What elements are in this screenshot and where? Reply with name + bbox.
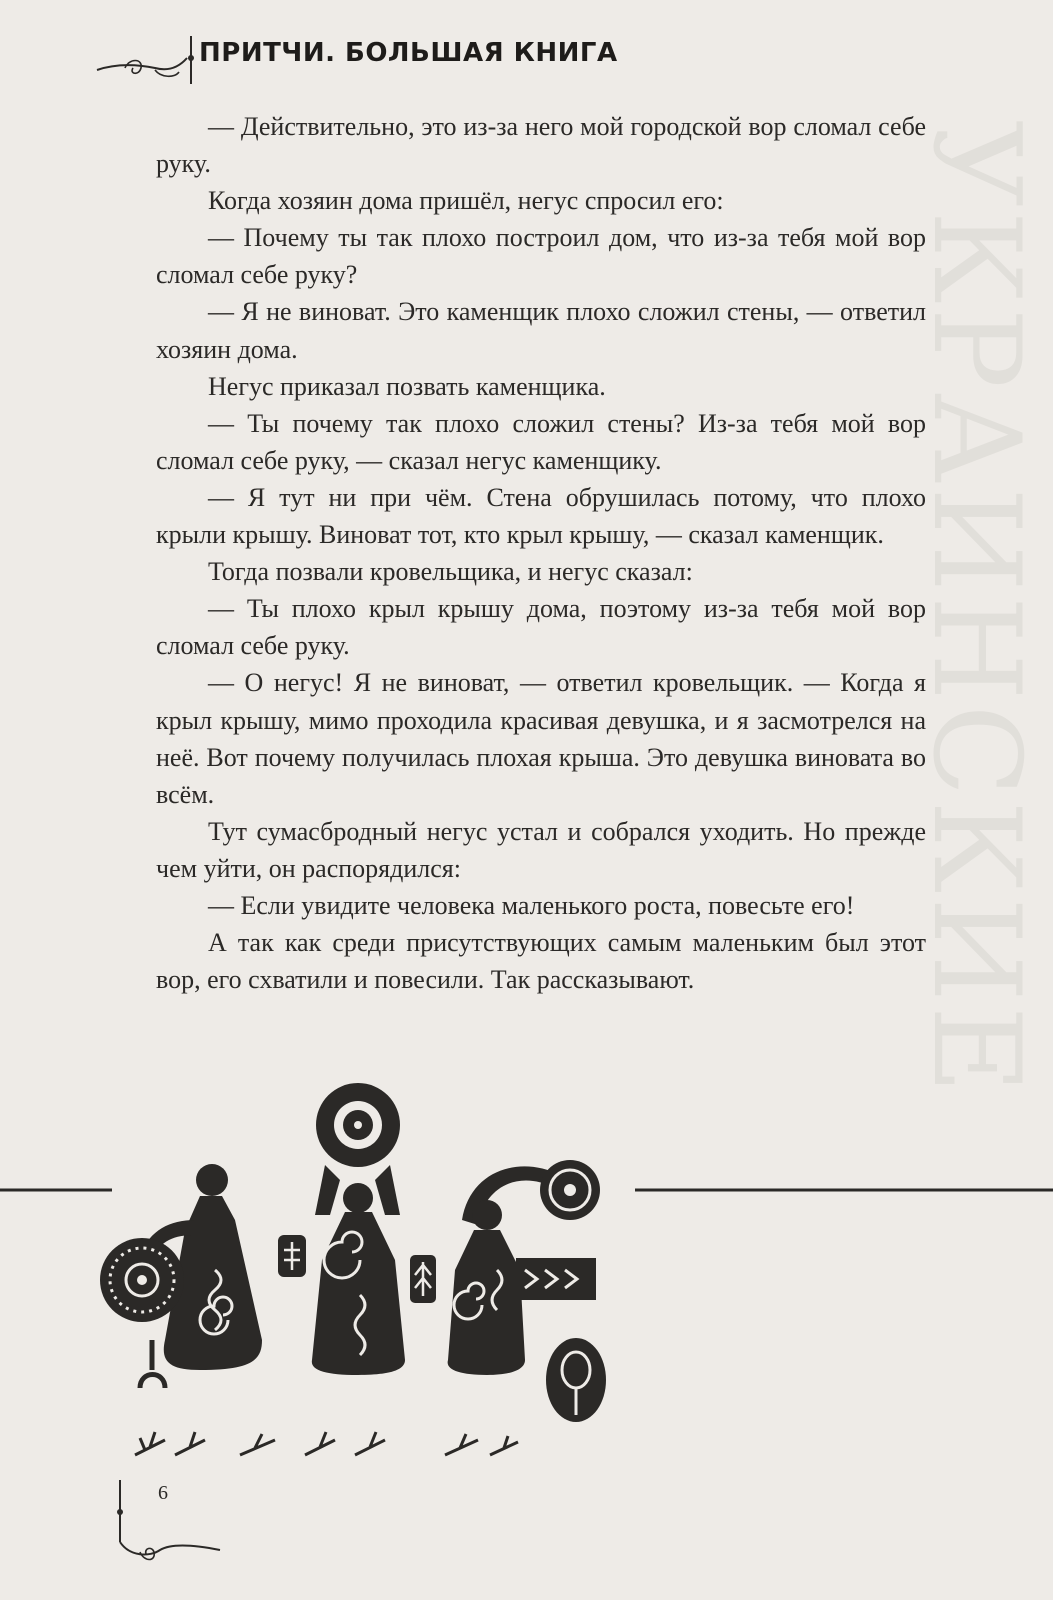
paragraph: Когда хозяин дома пришёл, негус спросил его: xyxy=(208,186,724,216)
paragraph: — Действительно, это из-за него мой городской вор сломал себе руку. xyxy=(156,112,926,179)
page-footer xyxy=(110,1472,230,1592)
body-text xyxy=(156,108,926,998)
paragraph: — Ты плохо крыл крышу дома, поэтому из-за тебя мой вор сломал себе руку. xyxy=(156,594,926,661)
paragraph: — Если увидите человека маленького роста, повесьте его! xyxy=(208,890,855,920)
paragraph: Тут сумасбродный негус устал и собрался уходить. Но прежде чем уйти, он распорядился: xyxy=(156,816,926,883)
paragraph: Негус приказал позвать каменщика. xyxy=(208,371,606,401)
symbol-waves xyxy=(516,1258,596,1300)
paragraph: — Я не виноват. Это каменщик плохо сложил стены, — ответил хозяин дома. xyxy=(156,297,926,364)
paragraph: Тогда позвали кровельщика, и негус сказал: xyxy=(208,557,693,587)
paragraph: — Почему ты так плохо построил дом, что из-за тебя мой вор сломал себе руку? xyxy=(156,223,926,290)
disk-middle xyxy=(316,1083,400,1167)
paragraph: — Ты почему так плохо сложил стены? Из-за тебя мой вор сломал себе руку, — сказал негус каменщику. xyxy=(156,408,926,475)
paragraph: — Я тут ни при чём. Стена обрушилась потому, что плохо крыли крышу. Виноват тот, кто крыл крышу, — сказал каменщик. xyxy=(156,482,926,550)
disk-right xyxy=(540,1160,600,1220)
ethnic-figures-illustration xyxy=(0,1070,1053,1470)
bleed-through-vertical-title: УКРАИНСКИЕ xyxy=(906,120,1045,1098)
footer-ornament xyxy=(110,1472,230,1592)
paragraph: — О негус! Я не виноват, — ответил кровельщик. — Когда я крыл крышу, мимо проходила красивая девушка, и я засмотрелся на неё. Вот почему получилась плохая крыша. Это девушка виновата во всём. xyxy=(156,668,926,809)
page-number: 6 xyxy=(158,1482,168,1504)
header-ornament xyxy=(95,28,205,88)
disk-left xyxy=(100,1238,184,1322)
paragraph: А так как среди присутствующих самым маленьким был этот вор, его схватили и повесили. Так рассказывают. xyxy=(156,928,926,995)
symbol-lambda xyxy=(140,1340,165,1388)
running-header xyxy=(95,28,655,88)
header-title: ПРИТЧИ. БОЛЬШАЯ КНИГА xyxy=(199,38,618,68)
branches xyxy=(135,1432,518,1455)
symbol-shield xyxy=(546,1338,606,1422)
